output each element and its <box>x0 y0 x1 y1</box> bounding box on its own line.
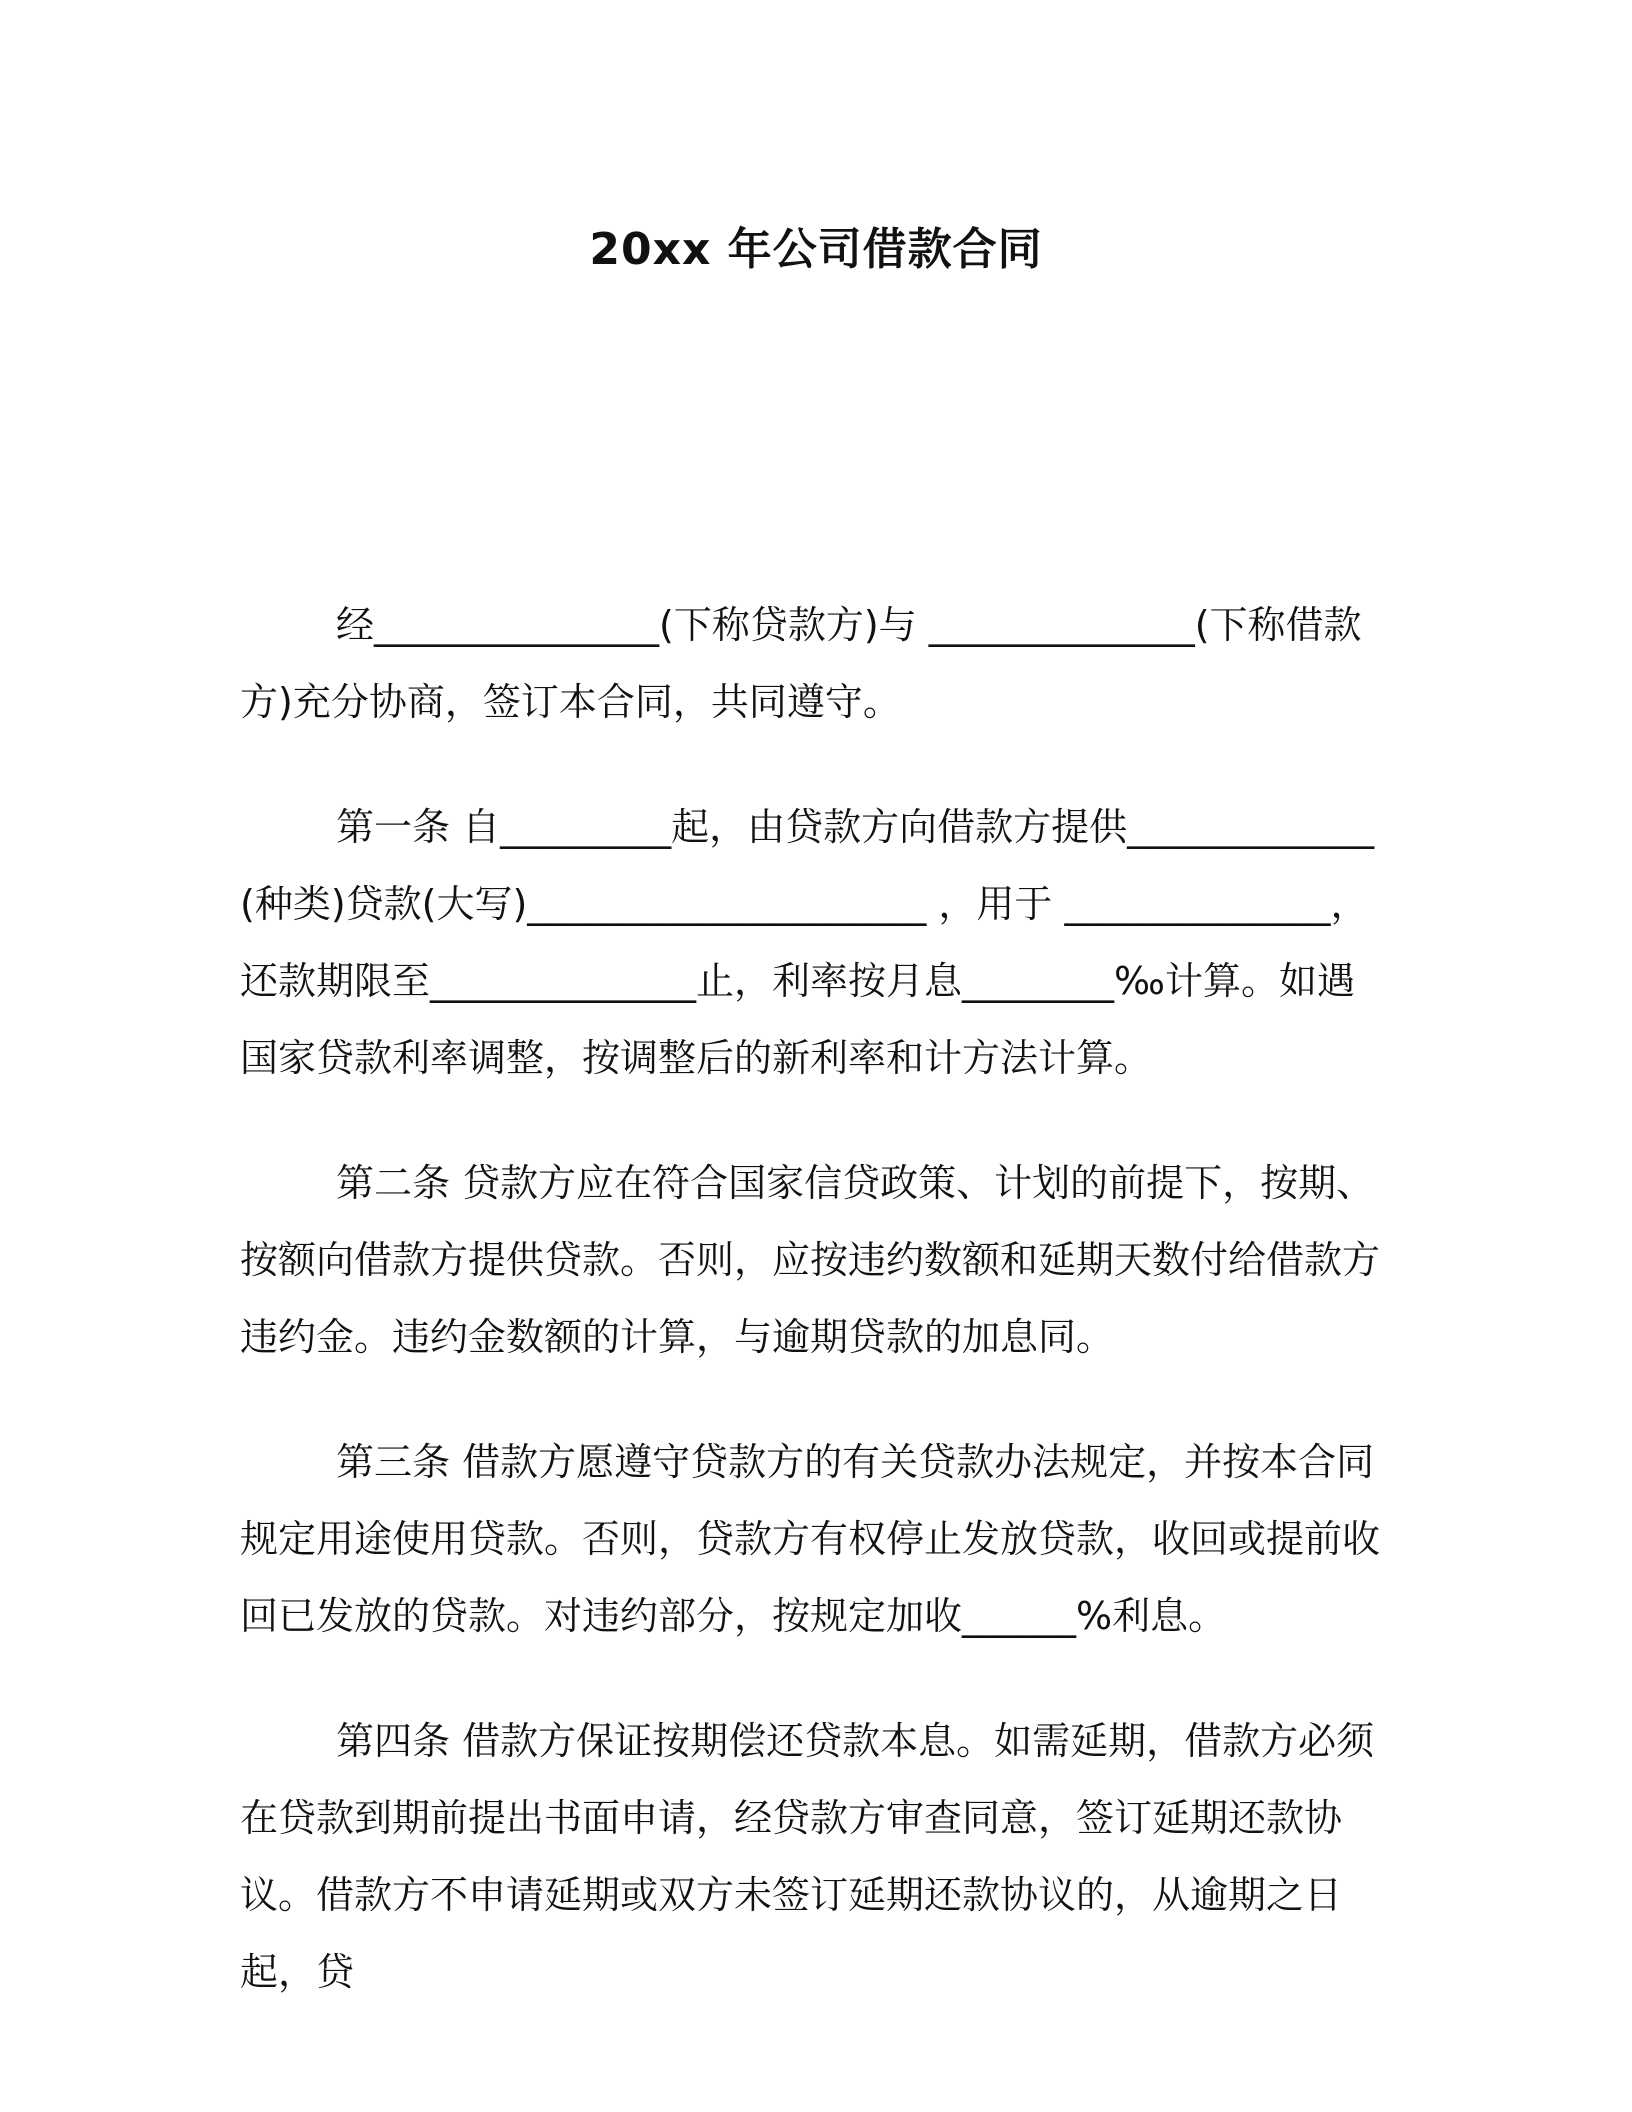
paragraph-article-2: 第二条 贷款方应在符合国家信贷政策、计划的前提下，按期、按额向借款方提供贷款。否则，应按违约数额和延期天数付给借款方违约金。违约金数额的计算，与逾期贷款的加息同。 <box>240 1161 1381 1359</box>
paragraph-article-4: 第四条 借款方保证按期偿还贷款本息。如需延期，借款方必须在贷款到期前提出书面申请，经贷款方审查同意，签订延期还款协议。借款方不申请延期或双方未签订延期还款协议的，从逾期之日起，贷 <box>240 1719 1375 1994</box>
document-body <box>240 587 1388 2059</box>
document-title: 20xx 年公司借款合同 <box>589 224 1043 275</box>
paragraph-article-1: 第一条 自_________起，由贷款方向借款方提供_____________(种类)贷款(大写)_____________________ ，用于 ______________，还款期限至______________止，利率按月息________‰计算。如遇国家贷款利率调整，按调整后的新利率和计方法计算。 <box>240 805 1375 1080</box>
paragraph-article-3: 第三条 借款方愿遵守贷款方的有关贷款办法规定，并按本合同规定用途使用贷款。否则，贷款方有权停止发放贷款，收回或提前收回已发放的贷款。对违约部分，按规定加收______%利息。 <box>240 1440 1381 1638</box>
paragraph-preamble: 经_______________(下称贷款方)与 ______________(下称借款方)充分协商，签订本合同，共同遵守。 <box>240 603 1362 724</box>
